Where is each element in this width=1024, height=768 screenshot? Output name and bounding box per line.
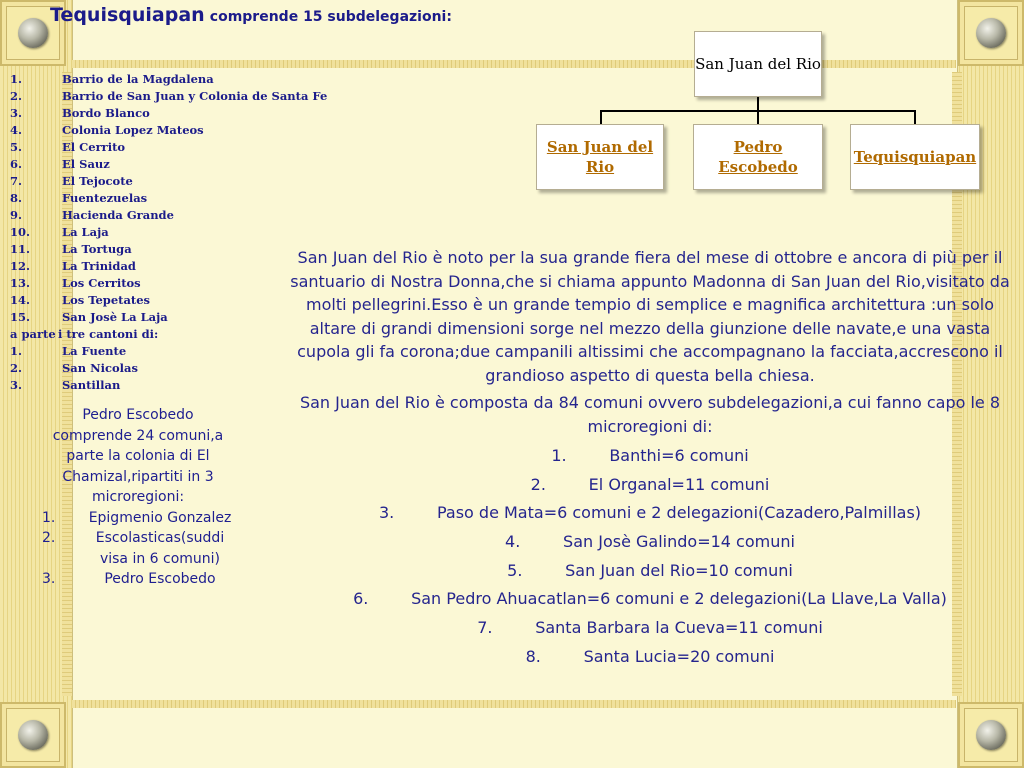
org-connector-middle [757, 110, 759, 124]
list-item-number: 9. [10, 208, 23, 222]
list-item-number: 6. [353, 589, 369, 609]
list-item-number: 8. [10, 191, 23, 205]
list-item-number: 12. [10, 259, 31, 273]
title-main: Tequisquiapan [50, 4, 205, 26]
list-item [288, 528, 1012, 557]
list-item [288, 585, 1012, 614]
org-link-san-juan-del-rio[interactable]: San Juan del Rio [546, 138, 654, 176]
list-item-text: Bordo Blanco [62, 106, 150, 120]
list-item-number: 2. [42, 530, 56, 546]
list-item-text: Los Cerritos [62, 276, 141, 290]
list-item-text: Los Tepetates [62, 293, 151, 307]
list-item-text: San Josè Galindo=14 comuni [563, 532, 795, 552]
list-item-text: San Juan del Rio=10 comuni [565, 560, 793, 580]
list-item-number: 11. [10, 242, 31, 256]
list-item-text: Hacienda Grande [62, 208, 174, 222]
title-rest: comprende 15 subdelegazioni: [209, 9, 452, 25]
list-item-number: 10. [10, 225, 31, 239]
org-root-label: San Juan del Rio [695, 55, 821, 73]
list-item-number: 6. [10, 157, 23, 171]
list-item-text: Fuentezuelas [62, 191, 148, 205]
list-item-number: 15. [10, 310, 31, 324]
list-item-text: Barrio de la Magdalena [62, 72, 214, 86]
paragraph-comuni: San Juan del Rio è composta da 84 comuni ovvero subdelegazioni,a cui fanno capo le 8 microregioni di: [299, 393, 1001, 436]
knob-icon [18, 18, 48, 48]
org-connector-vertical [757, 97, 759, 111]
org-box-root [694, 31, 822, 97]
list-item [42, 508, 234, 529]
aparte-label: a parte [10, 327, 56, 341]
list-item-number: 13. [10, 276, 31, 290]
list-item-text: El Tejocote [62, 174, 133, 188]
org-box-san-juan-del-rio[interactable] [536, 124, 664, 190]
org-link-tequisquiapan[interactable]: Tequisquiapan [853, 148, 977, 166]
list-item [288, 499, 1012, 528]
list-item-number: 1. [551, 446, 567, 465]
corner-bottom-left [0, 702, 66, 768]
org-connector-right [914, 110, 916, 124]
list-item [288, 614, 1012, 643]
pedro-intro: Pedro Escobedo comprende 24 comuni,a parte la colonia di El Chamizal,ripartiti in 3 microregioni: [52, 407, 224, 505]
list-item-number: 1. [10, 344, 23, 358]
list-item-number: 2. [530, 474, 546, 494]
paragraph-santuario: San Juan del Rio è noto per la sua grande fiera del mese di ottobre e ancora di più per il santuario di Nostra Donna,che si chiama appunto Madonna di San Juan del Rio,visitato da molti pellegrini.Esso è un grande tempio di semplice e magnifica architettura :un solo altare di grandi dimensioni sorge nel mezzo della giunzione delle navate,e una vasta cupola gli fa corona;due campanili altissimi che accompagnano la facciata,accrescono il grandioso aspetto di questa bella chiesa. [290, 248, 1010, 385]
knob-icon [18, 720, 48, 750]
list-item-number: 3. [10, 378, 23, 392]
list-item-number: 1. [42, 509, 56, 526]
list-item-number: 1. [10, 72, 23, 86]
list-item-text: La Fuente [62, 344, 127, 358]
list-item-number: 3. [378, 503, 395, 523]
list-item-text: San Josè La Laja [62, 310, 168, 324]
list-item-number: 3. [42, 571, 56, 587]
knob-icon [976, 720, 1006, 750]
list-item-number: 2. [10, 361, 23, 375]
list-item-text: Colonia Lopez Mateos [62, 123, 204, 137]
microregioni-list [288, 442, 1012, 672]
pedro-microregions [42, 508, 234, 590]
list-item-text: Barrio de San Juan y Colonia de Santa Fe [62, 89, 328, 103]
list-item-number: 5. [10, 140, 23, 154]
aparte-text: i tre cantoni di: [58, 327, 159, 341]
list-item-text: Santa Lucia=20 comuni [583, 646, 775, 666]
list-item [42, 528, 234, 569]
list-item-text: Paso de Mata=6 comuni e 2 delegazioni(Cazadero,Palmillas) [436, 503, 922, 523]
list-item-number: 3. [10, 106, 23, 120]
list-item-text: Escolasticas(suddi visa in 6 comuni) [95, 530, 225, 567]
list-item-text: El Sauz [62, 157, 110, 171]
org-box-pedro-escobedo[interactable] [693, 124, 823, 190]
org-connector-left [600, 110, 602, 124]
list-item-number: 2. [10, 89, 23, 103]
list-item [288, 442, 1012, 471]
org-link-pedro-escobedo[interactable]: Pedro Escobedo [718, 138, 798, 176]
list-item-number: 7. [10, 174, 23, 188]
list-item-text: La Laja [62, 225, 109, 239]
list-item-text: El Organal=11 comuni [588, 474, 770, 494]
list-item-text: El Cerrito [62, 140, 126, 154]
list-item-text: Banthi=6 comuni [609, 446, 749, 465]
list-item [288, 471, 1012, 500]
list-item-text: Epigmenio Gonzalez [88, 509, 232, 526]
list-item-text: La Tortuga [62, 242, 132, 256]
org-box-tequisquiapan[interactable] [850, 124, 980, 190]
list-item-number: 4. [505, 532, 521, 552]
list-item-number: 8. [525, 646, 541, 666]
list-item-number: 4. [10, 123, 23, 137]
main-text [288, 246, 1012, 672]
frame-rail-top [72, 60, 956, 68]
pedro-escobedo-block [42, 405, 234, 590]
list-item [42, 569, 234, 590]
list-item-text: Santillan [62, 378, 121, 392]
page-title [50, 4, 452, 26]
list-item-number: 14. [10, 293, 31, 307]
list-item-number: 7. [477, 618, 493, 638]
list-item-number: 5. [507, 560, 523, 580]
list-item [288, 643, 1012, 672]
list-item [288, 557, 1012, 586]
corner-top-right [958, 0, 1024, 66]
knob-icon [976, 18, 1006, 48]
frame-rail-bottom [72, 700, 956, 708]
list-item-text: San Pedro Ahuacatlan=6 comuni e 2 delegazioni(La Llave,La Valla) [411, 589, 947, 609]
list-item-text: Santa Barbara la Cueva=11 comuni [535, 618, 823, 638]
corner-bottom-right [958, 702, 1024, 768]
list-item-text: La Trinidad [62, 259, 136, 273]
list-item-text: Pedro Escobedo [104, 571, 216, 587]
list-item-text: San Nicolas [62, 361, 138, 375]
